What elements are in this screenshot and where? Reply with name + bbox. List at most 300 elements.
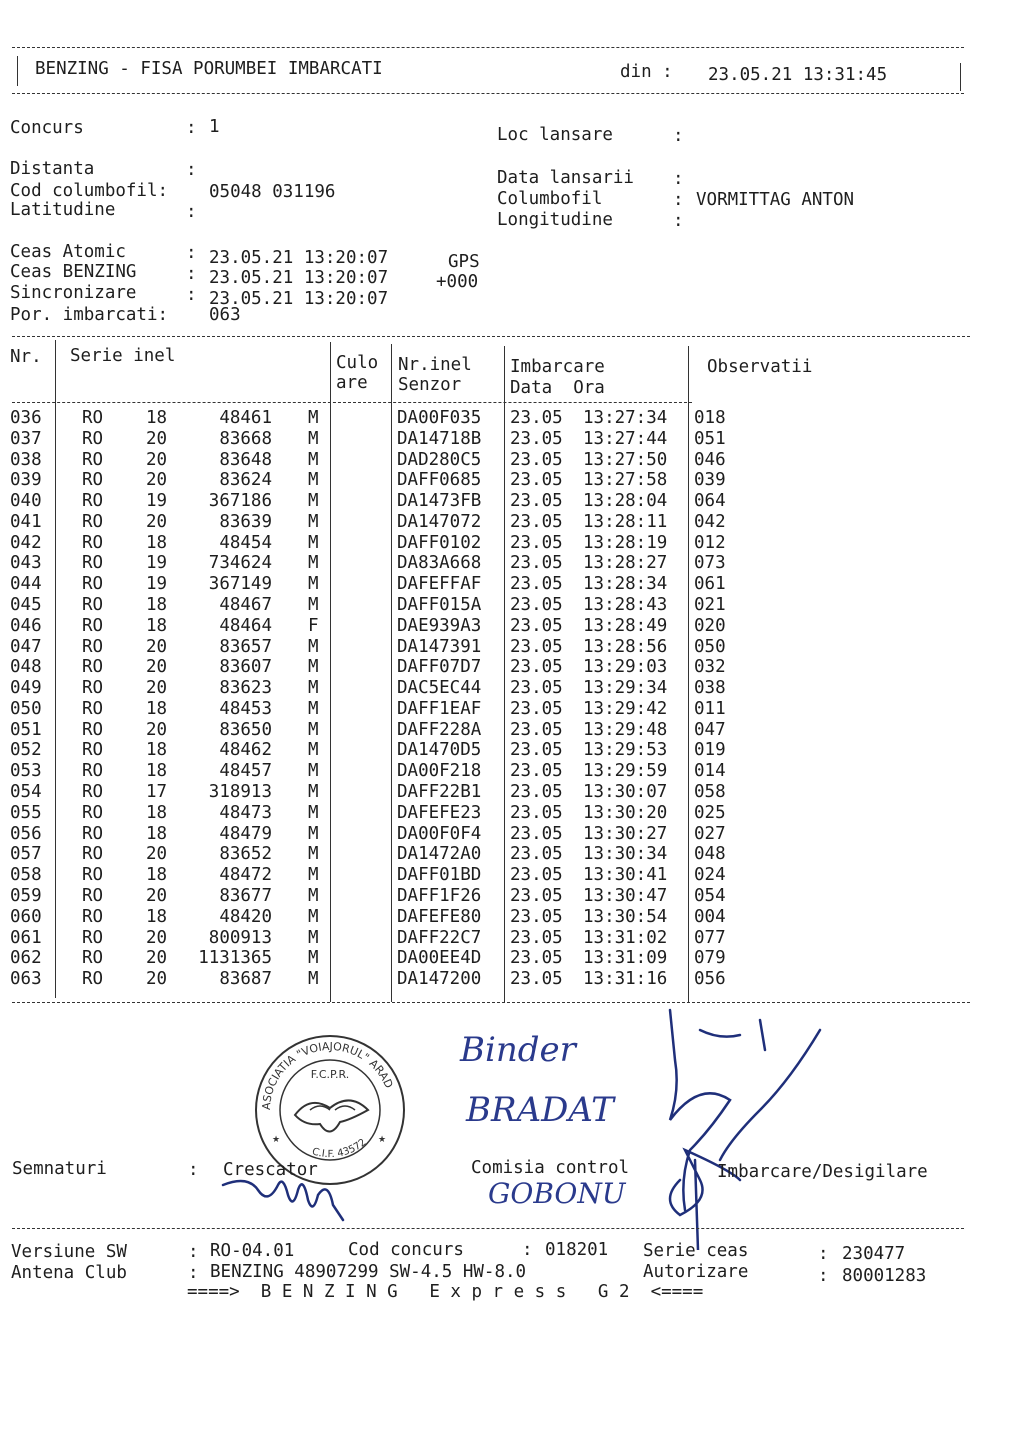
row-country: RO: [82, 636, 104, 657]
handwritten-signature-3: GOBONU: [488, 1177, 626, 1210]
handwritten-signature-2: BRADAT: [466, 1090, 614, 1130]
row-year: 20: [146, 511, 168, 532]
row-date: 23.05: [510, 885, 563, 906]
row-time: 13:27:34: [583, 408, 668, 428]
row-sensor-ring: DA1470D5: [397, 740, 482, 761]
versiune-sw-label: Versiune SW: [11, 1242, 127, 1262]
row-nr: 058: [10, 865, 42, 886]
row-year: 18: [146, 865, 168, 886]
row-year: 20: [146, 678, 168, 699]
longitudine-label: Longitudine: [497, 210, 613, 230]
table-row: [0, 761, 1024, 782]
row-sex: M: [308, 885, 319, 906]
row-year: 20: [146, 885, 168, 906]
row-year: 18: [146, 761, 168, 782]
row-sex: M: [308, 511, 319, 532]
row-ring-number: 83657: [219, 636, 272, 657]
row-observation: 039: [694, 470, 726, 491]
row-sensor-ring: DAFF0102: [397, 532, 482, 553]
row-nr: 045: [10, 595, 42, 616]
row-nr: 062: [10, 948, 42, 969]
row-year: 18: [146, 698, 168, 719]
row-time: 13:30:47: [583, 885, 668, 906]
row-time: 13:31:16: [583, 969, 668, 990]
row-ring-number: 48472: [219, 865, 272, 886]
row-country: RO: [82, 823, 104, 844]
ceas-benzing-label: Ceas BENZING: [10, 262, 137, 282]
row-year: 20: [146, 470, 168, 491]
table-row: [0, 637, 1024, 658]
data-lansarii-colon: :: [673, 169, 684, 189]
semnaturi-label: Semnaturi: [12, 1159, 107, 1179]
concurs-label: Concurs: [10, 118, 84, 138]
ceas-benzing-value: 23.05.21 13:20:07: [209, 268, 389, 288]
row-date: 23.05: [510, 761, 563, 782]
row-sensor-ring: DAFEFE80: [397, 906, 482, 927]
row-observation: 077: [694, 927, 726, 948]
row-ring-number: 734624: [208, 553, 272, 574]
header-serie-inel: Serie inel: [70, 346, 176, 366]
row-nr: 052: [10, 740, 42, 761]
row-ring-number: 48420: [219, 906, 272, 927]
row-ring-number: 83668: [219, 428, 272, 449]
row-nr: 039: [10, 470, 42, 491]
header-right-border: [960, 63, 961, 91]
ceas-atomic-label: Ceas Atomic: [10, 242, 126, 262]
row-country: RO: [82, 615, 104, 636]
svg-text:★: ★: [272, 1135, 281, 1145]
row-date: 23.05: [510, 740, 563, 761]
row-sex: M: [308, 428, 319, 449]
document-title: BENZING - FISA PORUMBEI IMBARCATI: [35, 59, 383, 79]
header-top-border: [12, 47, 964, 48]
table-row: [0, 782, 1024, 803]
distanta-colon: :: [186, 160, 197, 180]
row-observation: 051: [694, 428, 726, 449]
row-nr: 036: [10, 408, 42, 428]
table-row: [0, 595, 1024, 616]
row-sex: M: [308, 491, 319, 512]
row-observation: 018: [694, 408, 726, 428]
table-row: [0, 408, 1024, 429]
row-sensor-ring: DA147072: [397, 511, 482, 532]
row-sensor-ring: DAFEFE23: [397, 802, 482, 823]
row-date: 23.05: [510, 865, 563, 886]
header-culoare-1: Culo: [336, 353, 379, 373]
row-date: 23.05: [510, 428, 563, 449]
row-ring-number: 48464: [219, 615, 272, 636]
row-ring-number: 48454: [219, 532, 272, 553]
row-nr: 043: [10, 553, 42, 574]
distanta-label: Distanta: [10, 159, 95, 179]
row-date: 23.05: [510, 678, 563, 699]
row-country: RO: [82, 948, 104, 969]
row-time: 13:29:03: [583, 657, 668, 678]
row-ring-number: 83639: [219, 511, 272, 532]
footer-top-border: [12, 1228, 964, 1229]
row-date: 23.05: [510, 532, 563, 553]
row-time: 13:30:41: [583, 865, 668, 886]
antena-club-colon: :: [188, 1263, 199, 1283]
row-sensor-ring: DAFF22C7: [397, 927, 482, 948]
row-ring-number: 83624: [219, 470, 272, 491]
ceas-benzing-extra: +000: [436, 272, 479, 292]
table-row: [0, 720, 1024, 741]
row-sex: M: [308, 906, 319, 927]
row-sex: M: [308, 698, 319, 719]
antena-club-label: Antena Club: [11, 1263, 127, 1283]
row-year: 18: [146, 532, 168, 553]
row-time: 13:30:20: [583, 802, 668, 823]
row-sex: M: [308, 449, 319, 470]
svg-text:★: ★: [378, 1135, 387, 1145]
row-nr: 063: [10, 969, 42, 990]
row-date: 23.05: [510, 927, 563, 948]
row-sex: M: [308, 532, 319, 553]
row-ring-number: 318913: [208, 782, 272, 803]
semnaturi-colon: :: [188, 1160, 199, 1180]
row-ring-number: 83650: [219, 719, 272, 740]
row-date: 23.05: [510, 574, 563, 595]
autorizare-value: 80001283: [842, 1266, 927, 1286]
row-time: 13:29:42: [583, 698, 668, 719]
row-observation: 038: [694, 678, 726, 699]
row-nr: 049: [10, 678, 42, 699]
row-date: 23.05: [510, 615, 563, 636]
handwritten-signature-1: Binder: [460, 1030, 576, 1070]
row-year: 17: [146, 782, 168, 803]
row-year: 19: [146, 574, 168, 595]
crescator-label: Crescator: [223, 1160, 318, 1180]
date-value: 23.05.21 13:31:45: [708, 65, 888, 85]
row-sensor-ring: DA1472A0: [397, 844, 482, 865]
row-date: 23.05: [510, 408, 563, 428]
table-row: [0, 553, 1024, 574]
row-year: 20: [146, 948, 168, 969]
row-country: RO: [82, 782, 104, 803]
row-ring-number: 48473: [219, 802, 272, 823]
comisia-control-label: Comisia control: [471, 1158, 630, 1178]
row-sex: M: [308, 678, 319, 699]
row-nr: 046: [10, 615, 42, 636]
row-sensor-ring: DAFF228A: [397, 719, 482, 740]
row-date: 23.05: [510, 657, 563, 678]
row-sensor-ring: DAFF07D7: [397, 657, 482, 678]
row-observation: 079: [694, 948, 726, 969]
table-row: [0, 657, 1024, 678]
columbofil-colon: :: [673, 190, 684, 210]
row-observation: 004: [694, 906, 726, 927]
row-observation: 048: [694, 844, 726, 865]
row-country: RO: [82, 802, 104, 823]
data-lansarii-label: Data lansarii: [497, 168, 634, 188]
sincronizare-value: 23.05.21 13:20:07: [209, 289, 389, 309]
row-sex: M: [308, 927, 319, 948]
row-date: 23.05: [510, 802, 563, 823]
table-row: [0, 574, 1024, 595]
row-year: 18: [146, 740, 168, 761]
row-sex: M: [308, 823, 319, 844]
versiune-sw-colon: :: [188, 1242, 199, 1262]
header-nr-inel-1: Nr.inel: [398, 355, 472, 375]
row-observation: 050: [694, 636, 726, 657]
row-sex: M: [308, 636, 319, 657]
row-year: 18: [146, 906, 168, 927]
por-imbarcati-label: Por. imbarcati:: [10, 305, 169, 325]
row-year: 20: [146, 636, 168, 657]
header-nr: Nr.: [10, 347, 42, 367]
row-country: RO: [82, 657, 104, 678]
serie-ceas-value: 230477: [842, 1244, 906, 1264]
row-time: 13:31:02: [583, 927, 668, 948]
row-date: 23.05: [510, 906, 563, 927]
row-observation: 047: [694, 719, 726, 740]
row-observation: 011: [694, 698, 726, 719]
row-sex: M: [308, 948, 319, 969]
row-nr: 044: [10, 574, 42, 595]
row-country: RO: [82, 408, 104, 428]
table-row: [0, 740, 1024, 761]
row-country: RO: [82, 532, 104, 553]
row-sex: M: [308, 969, 319, 990]
row-ring-number: 1131365: [198, 948, 272, 969]
row-sex: M: [308, 802, 319, 823]
row-nr: 060: [10, 906, 42, 927]
columbofil-value: VORMITTAG ANTON: [696, 190, 855, 210]
row-observation: 025: [694, 802, 726, 823]
row-time: 13:28:34: [583, 574, 668, 595]
row-country: RO: [82, 885, 104, 906]
cod-concurs-label: Cod concurs: [348, 1240, 464, 1260]
row-time: 13:28:49: [583, 615, 668, 636]
row-ring-number: 48453: [219, 698, 272, 719]
row-nr: 047: [10, 636, 42, 657]
row-nr: 037: [10, 428, 42, 449]
row-nr: 041: [10, 511, 42, 532]
autorizare-label: Autorizare: [643, 1262, 749, 1282]
row-time: 13:29:48: [583, 719, 668, 740]
row-country: RO: [82, 491, 104, 512]
table-row: [0, 886, 1024, 907]
table-row: [0, 429, 1024, 450]
row-time: 13:29:34: [583, 678, 668, 699]
row-date: 23.05: [510, 782, 563, 803]
row-date: 23.05: [510, 470, 563, 491]
table-top-border: [12, 336, 970, 337]
header-imbarcare-2: Data Ora: [510, 378, 605, 398]
row-sex: M: [308, 782, 319, 803]
row-sex: M: [308, 408, 319, 428]
table-row: [0, 450, 1024, 471]
row-ring-number: 367186: [208, 491, 272, 512]
row-sex: M: [308, 719, 319, 740]
stamp-mid-text: F.C.P.R.: [310, 1068, 350, 1081]
row-ring-number: 800913: [208, 927, 272, 948]
row-time: 13:30:54: [583, 906, 668, 927]
cod-columbofil-value: 05048 031196: [209, 182, 336, 202]
row-country: RO: [82, 574, 104, 595]
table-row: [0, 699, 1024, 720]
stamp-bottom-text: C.I.F. 43572: [310, 1136, 369, 1161]
row-year: 18: [146, 408, 168, 428]
row-observation: 032: [694, 657, 726, 678]
row-year: 20: [146, 657, 168, 678]
sincronizare-label: Sincronizare: [10, 283, 137, 303]
row-country: RO: [82, 595, 104, 616]
row-ring-number: 48462: [219, 740, 272, 761]
row-country: RO: [82, 678, 104, 699]
sincronizare-colon: :: [186, 285, 197, 305]
header-nr-inel-2: Senzor: [398, 375, 462, 395]
row-ring-number: 48479: [219, 823, 272, 844]
row-year: 18: [146, 595, 168, 616]
row-date: 23.05: [510, 969, 563, 990]
row-time: 13:28:56: [583, 636, 668, 657]
table-row: [0, 470, 1024, 491]
row-observation: 027: [694, 823, 726, 844]
ceas-atomic-extra: GPS: [448, 252, 480, 272]
concurs-colon: :: [186, 118, 197, 138]
row-date: 23.05: [510, 823, 563, 844]
header-imbarcare-1: Imbarcare: [510, 357, 605, 377]
row-sex: M: [308, 865, 319, 886]
row-nr: 054: [10, 782, 42, 803]
row-ring-number: 83652: [219, 844, 272, 865]
row-nr: 051: [10, 719, 42, 740]
table-row: [0, 803, 1024, 824]
row-observation: 021: [694, 595, 726, 616]
row-country: RO: [82, 761, 104, 782]
row-observation: 024: [694, 865, 726, 886]
row-year: 20: [146, 927, 168, 948]
row-date: 23.05: [510, 719, 563, 740]
row-sex: M: [308, 553, 319, 574]
row-sensor-ring: DAFF1F26: [397, 885, 482, 906]
row-nr: 053: [10, 761, 42, 782]
table-row: [0, 928, 1024, 949]
row-country: RO: [82, 449, 104, 470]
row-country: RO: [82, 428, 104, 449]
brand-line: ====> B E N Z I N G E x p r e s s G 2 <====: [187, 1282, 704, 1302]
row-sex: F: [308, 615, 319, 636]
row-ring-number: 83677: [219, 885, 272, 906]
row-ring-number: 83607: [219, 657, 272, 678]
row-time: 13:27:58: [583, 470, 668, 491]
table-row: [0, 824, 1024, 845]
autorizare-colon: :: [818, 1266, 829, 1286]
row-nr: 059: [10, 885, 42, 906]
concurs-value: 1: [209, 117, 220, 137]
row-sensor-ring: DA1473FB: [397, 491, 482, 512]
row-sex: M: [308, 470, 319, 491]
row-observation: 073: [694, 553, 726, 574]
table-header-border: [12, 402, 692, 403]
row-country: RO: [82, 698, 104, 719]
row-date: 23.05: [510, 636, 563, 657]
row-ring-number: 367149: [208, 574, 272, 595]
row-time: 13:28:04: [583, 491, 668, 512]
row-sensor-ring: DAFF015A: [397, 595, 482, 616]
table-row: [0, 616, 1024, 637]
row-observation: 054: [694, 885, 726, 906]
row-ring-number: 83687: [219, 969, 272, 990]
row-sensor-ring: DA00F218: [397, 761, 482, 782]
row-observation: 064: [694, 491, 726, 512]
table-row: [0, 865, 1024, 886]
row-year: 20: [146, 428, 168, 449]
row-date: 23.05: [510, 595, 563, 616]
ceas-atomic-value: 23.05.21 13:20:07: [209, 248, 389, 268]
row-year: 18: [146, 615, 168, 636]
loc-lansare-label: Loc lansare: [497, 125, 613, 145]
row-country: RO: [82, 865, 104, 886]
header-left-border: [17, 56, 18, 86]
row-sensor-ring: DA00F0F4: [397, 823, 482, 844]
row-nr: 050: [10, 698, 42, 719]
row-nr: 056: [10, 823, 42, 844]
row-date: 23.05: [510, 491, 563, 512]
row-date: 23.05: [510, 698, 563, 719]
row-sensor-ring: DAFF01BD: [397, 865, 482, 886]
row-sensor-ring: DA147200: [397, 969, 482, 990]
cod-concurs-colon: :: [522, 1240, 533, 1260]
row-ring-number: 48467: [219, 595, 272, 616]
table-row: [0, 948, 1024, 969]
header-bottom-border: [12, 93, 964, 94]
ceas-atomic-colon: :: [186, 243, 197, 263]
row-country: RO: [82, 906, 104, 927]
row-observation: 019: [694, 740, 726, 761]
row-country: RO: [82, 511, 104, 532]
signature-scribble-right: [640, 1000, 870, 1250]
svg-text:C.I.F. 43572: [311, 1137, 369, 1160]
row-sensor-ring: DA00F035: [397, 408, 482, 428]
stamp-top-text: ASOCIATIA "VOIAJORUL" ARAD: [259, 1039, 396, 1111]
row-sensor-ring: DAFF1EAF: [397, 698, 482, 719]
row-country: RO: [82, 719, 104, 740]
row-year: 20: [146, 719, 168, 740]
columbofil-label: Columbofil: [497, 189, 603, 209]
latitudine-colon: :: [186, 202, 197, 222]
cod-concurs-value: 018201: [545, 1240, 609, 1260]
row-sensor-ring: DAC5EC44: [397, 678, 482, 699]
row-nr: 057: [10, 844, 42, 865]
row-sex: M: [308, 844, 319, 865]
latitudine-label: Latitudine: [10, 200, 116, 220]
table-row: [0, 678, 1024, 699]
row-sex: M: [308, 761, 319, 782]
row-date: 23.05: [510, 511, 563, 532]
row-date: 23.05: [510, 844, 563, 865]
table-row: [0, 491, 1024, 512]
row-date: 23.05: [510, 948, 563, 969]
table-row: [0, 907, 1024, 928]
row-time: 13:31:09: [583, 948, 668, 969]
row-ring-number: 83623: [219, 678, 272, 699]
row-observation: 014: [694, 761, 726, 782]
ceas-benzing-colon: :: [186, 264, 197, 284]
row-observation: 058: [694, 782, 726, 803]
row-observation: 056: [694, 969, 726, 990]
header-culoare-2: are: [336, 373, 368, 393]
row-ring-number: 48461: [219, 408, 272, 428]
row-country: RO: [82, 927, 104, 948]
table-row: [0, 844, 1024, 865]
loc-lansare-colon: :: [673, 126, 684, 146]
serie-ceas-label: Serie ceas: [643, 1241, 749, 1261]
row-nr: 048: [10, 657, 42, 678]
row-time: 13:29:53: [583, 740, 668, 761]
